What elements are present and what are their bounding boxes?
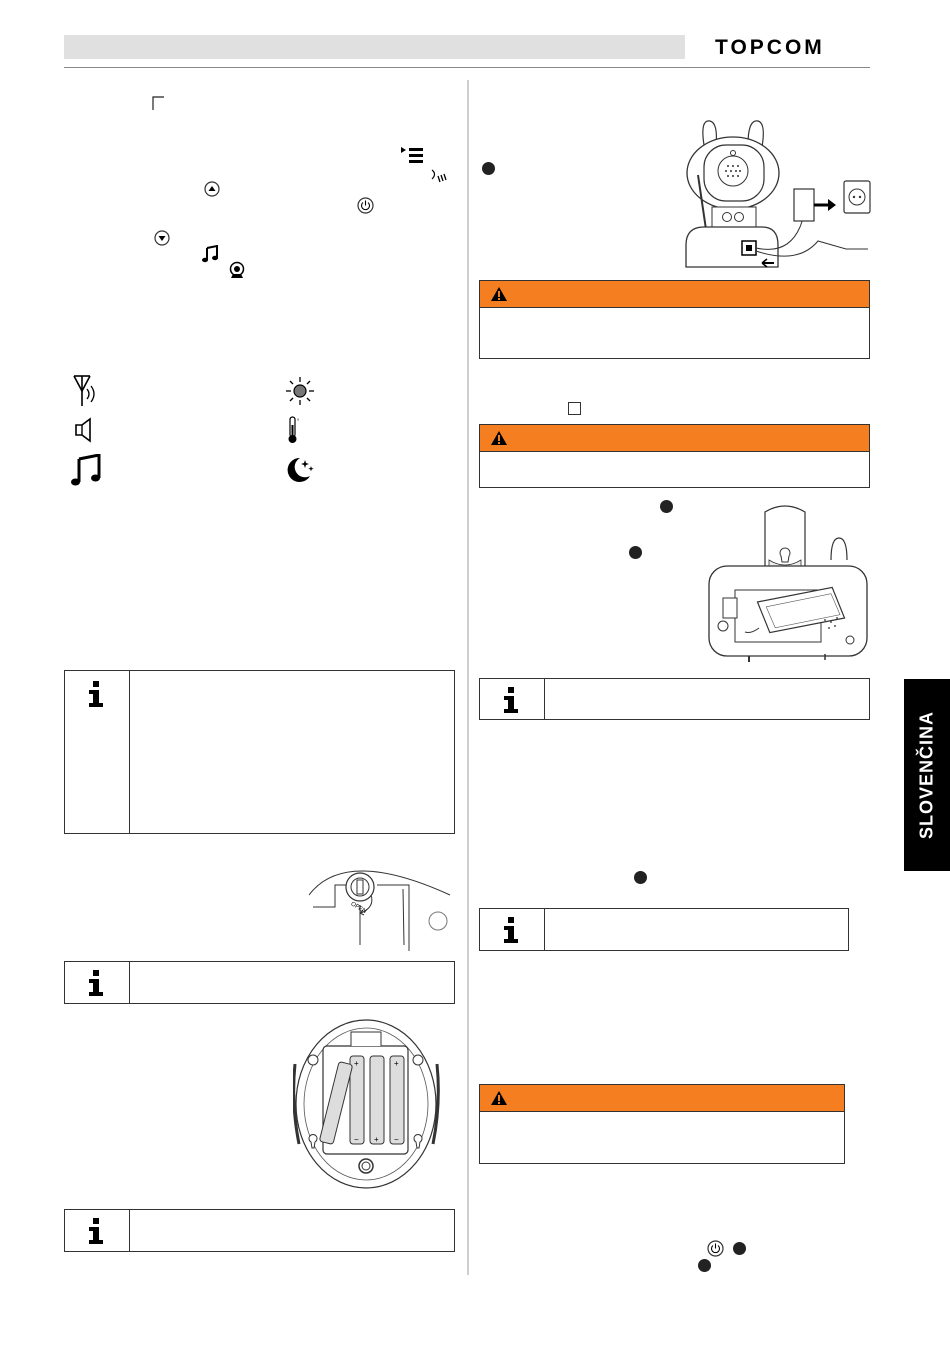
camera-icon <box>228 261 246 279</box>
header-rule <box>64 67 870 68</box>
music-note-icon <box>201 245 219 263</box>
checkbox-mark <box>568 402 581 415</box>
power-icon <box>357 197 374 214</box>
svg-text:OPEN: OPEN <box>349 901 368 915</box>
svg-text:+: + <box>374 1135 379 1144</box>
svg-text:°: ° <box>297 419 300 425</box>
topcom-logo: TOPCOM <box>715 36 825 59</box>
svg-text:+: + <box>354 1059 359 1068</box>
voice-activation-icon <box>428 166 450 184</box>
step-bullet <box>634 871 647 884</box>
thermometer-icon <box>285 415 303 445</box>
info-box <box>64 961 455 1004</box>
camera-power-adapter-illustration <box>678 115 872 275</box>
step-bullet <box>733 1242 746 1255</box>
night-moon-icon <box>284 454 316 484</box>
warning-icon <box>490 286 508 302</box>
info-box <box>479 908 849 951</box>
menu-icon <box>399 145 429 165</box>
warning-box <box>479 1084 845 1164</box>
step-bullet <box>482 162 495 175</box>
music-note-icon <box>70 454 102 488</box>
signal-icon <box>70 373 100 409</box>
info-icon <box>85 1218 107 1244</box>
info-box <box>64 1209 455 1252</box>
header-bar <box>64 35 685 59</box>
info-box <box>479 678 870 720</box>
info-icon <box>85 970 107 996</box>
language-label: SLOVENČINA <box>916 710 937 840</box>
step-bullet <box>660 500 673 513</box>
warning-box <box>479 424 870 488</box>
power-icon <box>707 1240 724 1257</box>
warning-icon <box>490 1090 508 1106</box>
brightness-icon <box>285 376 315 406</box>
battery-cover-lock-illustration <box>305 855 455 955</box>
battery-compartment-illustration <box>293 1014 443 1189</box>
info-box <box>64 670 455 834</box>
info-icon <box>500 687 522 713</box>
column-divider <box>467 80 469 1275</box>
corner-mark-icon <box>152 96 164 110</box>
step-bullet <box>698 1259 711 1272</box>
info-icon <box>500 917 522 943</box>
info-icon <box>85 681 107 707</box>
up-button-icon <box>204 181 220 197</box>
step-bullet <box>629 546 642 559</box>
parent-unit-battery-illustration <box>705 500 870 662</box>
svg-text:−: − <box>394 1135 399 1144</box>
down-button-icon <box>154 230 170 246</box>
warning-box <box>479 280 870 359</box>
speaker-icon <box>74 417 98 443</box>
svg-text:+: + <box>394 1059 399 1068</box>
language-tab <box>904 679 950 871</box>
warning-icon <box>490 430 508 446</box>
svg-text:−: − <box>354 1135 359 1144</box>
